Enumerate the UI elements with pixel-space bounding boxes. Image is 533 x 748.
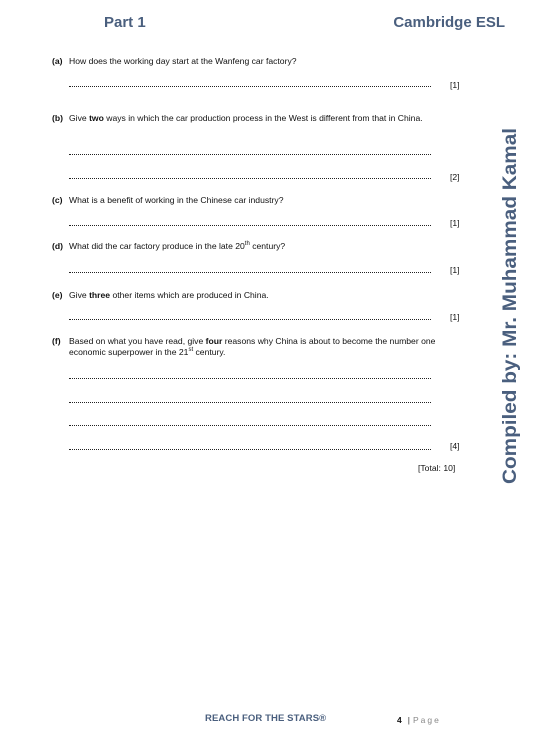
- question-letter: (e): [52, 290, 63, 300]
- compiled-by-side-text: [494, 126, 524, 484]
- question-letter: (f): [52, 336, 61, 346]
- mark-allocation: [1]: [450, 265, 460, 275]
- answer-line[interactable]: [69, 86, 431, 87]
- answer-line[interactable]: [69, 319, 431, 320]
- mark-allocation: [4]: [450, 441, 460, 451]
- question-text: Based on what you have read, give four reasons why China is about to become the number one economic superpower in the 21st century.: [69, 336, 436, 357]
- question-b: [52, 113, 437, 124]
- emphasis-word: three: [89, 290, 111, 300]
- question-text: How does the working day start at the Wanfeng car factory?: [69, 56, 297, 66]
- answer-line[interactable]: [69, 378, 431, 379]
- answer-line[interactable]: [69, 154, 431, 155]
- part-heading: Part 1: [104, 14, 146, 31]
- emphasis-word: four: [205, 336, 223, 346]
- footer-brand: REACH FOR THE STARS®: [205, 713, 327, 724]
- answer-line[interactable]: [69, 425, 431, 426]
- mark-allocation: [1]: [450, 218, 460, 228]
- question-d: [52, 241, 437, 252]
- page-word: Page: [412, 715, 441, 725]
- question-f: [52, 336, 437, 358]
- answer-line[interactable]: [69, 178, 431, 179]
- answer-line[interactable]: [69, 402, 431, 403]
- question-text: What is a benefit of working in the Chinese car industry?: [69, 195, 284, 205]
- question-text: What did the car factory produce in the late 20th century?: [69, 241, 286, 251]
- question-letter: (b): [52, 113, 63, 123]
- mark-allocation: [1]: [450, 80, 460, 90]
- question-letter: (a): [52, 56, 63, 66]
- question-text: Give two ways in which the car production process in the West is different from that in China.: [69, 113, 423, 123]
- mark-allocation: [1]: [450, 312, 460, 322]
- course-heading: Cambridge ESL: [393, 14, 505, 31]
- question-text: Give three other items which are produced in China.: [69, 290, 269, 300]
- emphasis-word: two: [89, 113, 104, 123]
- mark-allocation: [2]: [450, 172, 460, 182]
- footer-page-number: [397, 715, 441, 725]
- answer-line[interactable]: [69, 272, 431, 273]
- answer-line[interactable]: [69, 449, 431, 450]
- page-separator: |: [407, 715, 410, 725]
- question-letter: (c): [52, 195, 63, 205]
- question-letter: (d): [52, 241, 63, 251]
- answer-line[interactable]: [69, 225, 431, 226]
- question-a: [52, 56, 437, 67]
- page-number: 4: [397, 715, 402, 725]
- side-text: Compiled by: Mr. Muhammad Kamal: [500, 157, 521, 484]
- total-marks: [Total: 10]: [418, 463, 456, 473]
- question-c: [52, 195, 437, 206]
- question-e: [52, 290, 437, 301]
